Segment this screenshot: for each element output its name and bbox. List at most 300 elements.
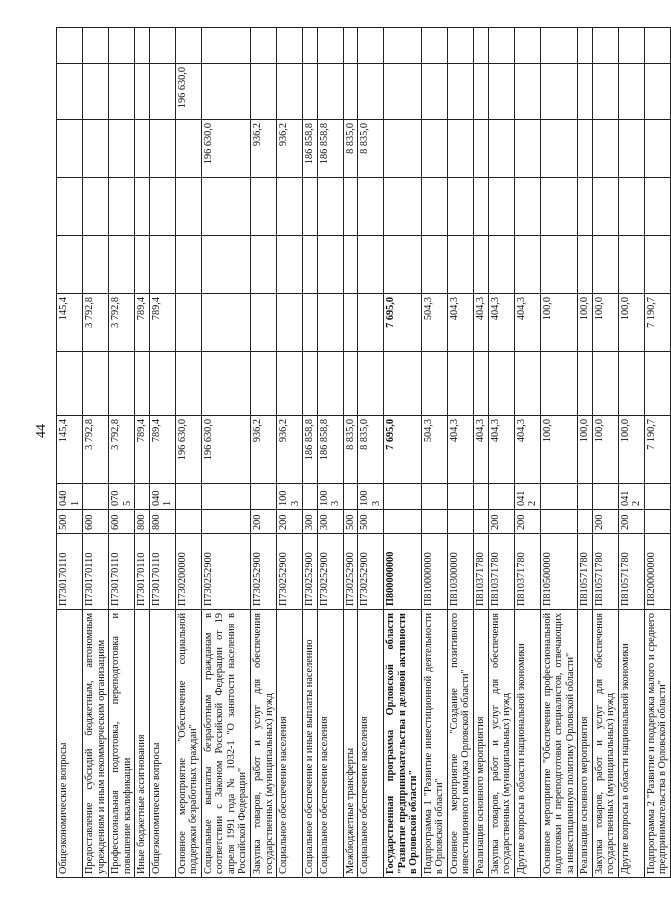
row-total-cell: 404,3 [488,416,514,484]
row-name-cell: Профессиональная подготовка, переподготовка и повышение квалификации [109,610,135,878]
budget-table-rotated [56,28,669,878]
row-vr-cell: 200 [250,510,276,534]
row-csr-cell: П810571780 [618,534,644,610]
row-value-8-cell [303,28,318,64]
row-value-8-cell [358,28,384,64]
row-value-8-cell [250,28,276,64]
row-value-8-cell [447,28,473,64]
row-value-8-cell [201,28,250,64]
row-vr-cell: 300 [303,510,318,534]
row-name-cell: Предоставление субсидий бюджетным, автономным учреждениям и иным некоммерческим организациям [83,610,109,878]
row-value-6-cell [421,120,447,178]
row-rz-cell [250,484,276,510]
row-value-2-cell [83,352,109,416]
row-vr-cell: 200 [618,510,644,534]
row-value-8-cell [474,28,489,64]
row-rz-cell [540,484,578,510]
row-value-3-cell: 789,4 [149,294,175,352]
row-total-cell: 3 792,8 [83,416,109,484]
row-value-7-cell [343,64,358,120]
table-row [358,28,384,878]
row-value-8-cell [592,28,618,64]
row-value-4-cell [135,236,150,294]
table-body [57,28,671,878]
row-value-5-cell [447,178,473,236]
table-row [109,28,135,878]
row-csr-cell: П810500000 [540,534,578,610]
row-rz-cell [447,484,473,510]
row-value-7-cell [149,64,175,120]
row-value-4-cell [250,236,276,294]
row-value-2-cell [474,352,489,416]
row-value-6-cell [175,120,201,178]
row-value-2-cell [488,352,514,416]
row-value-2-cell [303,352,318,416]
row-value-4-cell [201,236,250,294]
row-value-3-cell [250,294,276,352]
row-rz-cell [421,484,447,510]
row-value-2-cell [57,352,83,416]
row-value-6-cell [540,120,578,178]
row-name-cell: Общеэкономические вопросы [149,610,175,878]
row-rz-cell [303,484,318,510]
row-rz-cell: 0401 [57,484,83,510]
row-value-4-cell [343,236,358,294]
row-total-cell: 100,0 [618,416,644,484]
row-value-4-cell [540,236,578,294]
row-rz-cell: 0412 [618,484,644,510]
row-value-7-cell [317,64,343,120]
table-row [514,28,540,878]
row-vr-cell: 600 [83,510,109,534]
row-name-cell: Другие вопросы в области национальной экономики [618,610,644,878]
row-name-cell: Закупка товаров, работ и услуг для обеспечения государственных (муниципальных) нужд [488,610,514,878]
row-value-7-cell [592,64,618,120]
row-value-4-cell [592,236,618,294]
row-total-cell: 936,2 [277,416,303,484]
table-row [317,28,343,878]
row-value-3-cell: 100,0 [618,294,644,352]
row-value-3-cell: 100,0 [540,294,578,352]
row-vr-cell: 600 [109,510,135,534]
row-total-cell: 100,0 [592,416,618,484]
row-csr-cell: П730252900 [343,534,358,610]
row-value-8-cell [488,28,514,64]
row-value-7-cell [514,64,540,120]
row-total-cell: 8 835,0 [358,416,384,484]
row-value-2-cell [250,352,276,416]
row-total-cell: 504,3 [421,416,447,484]
row-name-cell: Подпрограмма 2 "Развитие и поддержка малого и среднего предпринимательства в Орловской области" [644,610,670,878]
row-csr-cell: П810571780 [592,534,618,610]
row-value-3-cell: 3 792,8 [83,294,109,352]
row-rz-cell [135,484,150,510]
row-vr-cell [474,510,489,534]
table-row [149,28,175,878]
row-total-cell: 100,0 [578,416,593,484]
row-value-6-cell [592,120,618,178]
row-name-cell: Закупка товаров, работ и услуг для обеспечения государственных (муниципальных) нужд [592,610,618,878]
row-value-5-cell [135,178,150,236]
row-value-6-cell: 186 858,8 [303,120,318,178]
row-value-7-cell [109,64,135,120]
row-rz-cell: 0401 [149,484,175,510]
row-value-5-cell [175,178,201,236]
row-value-8-cell [83,28,109,64]
row-csr-cell: П730170110 [149,534,175,610]
row-vr-cell [421,510,447,534]
row-value-2-cell [343,352,358,416]
row-csr-cell: П730170110 [135,534,150,610]
row-value-5-cell [474,178,489,236]
row-value-5-cell [592,178,618,236]
row-name-cell: Основное мероприятие "Обеспечение социальной поддержки безработных граждан" [175,610,201,878]
row-value-5-cell [57,178,83,236]
row-value-3-cell: 789,4 [135,294,150,352]
table-row [578,28,593,878]
row-value-6-cell [618,120,644,178]
row-name-cell: Другие вопросы в области национальной экономики [514,610,540,878]
row-rz-cell: 1003 [358,484,384,510]
table-row [57,28,83,878]
row-value-3-cell: 3 792,8 [109,294,135,352]
row-csr-cell: П810000000 [421,534,447,610]
row-rz-cell [644,484,670,510]
row-value-4-cell [578,236,593,294]
row-value-2-cell [358,352,384,416]
table-row [447,28,473,878]
table-row [384,28,422,878]
row-value-3-cell: 504,3 [421,294,447,352]
row-value-2-cell [201,352,250,416]
row-value-3-cell [303,294,318,352]
row-value-8-cell [618,28,644,64]
row-value-6-cell [578,120,593,178]
row-value-3-cell [317,294,343,352]
row-rz-cell [83,484,109,510]
row-vr-cell: 800 [135,510,150,534]
row-value-4-cell [644,236,670,294]
row-total-cell: 186 858,8 [303,416,318,484]
row-csr-cell: П730252900 [277,534,303,610]
row-value-7-cell [250,64,276,120]
row-total-cell: 3 792,8 [109,416,135,484]
row-value-4-cell [384,236,422,294]
row-vr-cell [175,510,201,534]
row-vr-cell: 200 [514,510,540,534]
row-value-2-cell [175,352,201,416]
row-value-3-cell: 7 695,0 [384,294,422,352]
row-value-6-cell [149,120,175,178]
row-value-5-cell [83,178,109,236]
table-row [250,28,276,878]
row-value-8-cell [57,28,83,64]
table-row [83,28,109,878]
table-row [474,28,489,878]
table-row [175,28,201,878]
row-value-4-cell [474,236,489,294]
row-total-cell: 936,2 [250,416,276,484]
row-value-3-cell: 145,4 [57,294,83,352]
row-csr-cell: П730170110 [57,534,83,610]
row-value-6-cell [109,120,135,178]
row-value-8-cell [277,28,303,64]
row-value-3-cell: 100,0 [592,294,618,352]
row-value-6-cell [57,120,83,178]
row-total-cell: 100,0 [540,416,578,484]
table-row [135,28,150,878]
row-vr-cell: 200 [488,510,514,534]
row-value-2-cell [277,352,303,416]
row-value-7-cell [644,64,670,120]
row-name-cell: Основное мероприятие "Обеспечение профессиональной подготовки и переподготовки специалистов, отвечающих за инвестиционную политику Орловской области" [540,610,578,878]
row-value-2-cell [644,352,670,416]
row-value-7-cell: 196 630,0 [175,64,201,120]
row-value-5-cell [578,178,593,236]
row-value-4-cell [303,236,318,294]
row-total-cell: 8 835,0 [343,416,358,484]
row-total-cell: 196 630,0 [175,416,201,484]
row-value-7-cell [303,64,318,120]
row-rz-cell [474,484,489,510]
table-row [592,28,618,878]
row-value-6-cell [474,120,489,178]
row-value-7-cell [488,64,514,120]
row-vr-cell: 200 [592,510,618,534]
row-name-cell: Основное мероприятие "Создание позитивного инвестиционного имиджа Орловской области" [447,610,473,878]
row-csr-cell: П730170110 [83,534,109,610]
row-csr-cell: П730252900 [317,534,343,610]
row-total-cell: 7 190,7 [644,416,670,484]
row-value-2-cell [317,352,343,416]
row-vr-cell [384,510,422,534]
row-value-4-cell [358,236,384,294]
row-value-3-cell: 404,3 [447,294,473,352]
row-value-5-cell [514,178,540,236]
row-value-8-cell [578,28,593,64]
row-value-2-cell [592,352,618,416]
row-value-6-cell [514,120,540,178]
row-value-4-cell [488,236,514,294]
row-value-2-cell [421,352,447,416]
row-name-cell: Социальное обеспечение населения [317,610,343,878]
row-value-3-cell [175,294,201,352]
row-vr-cell [201,510,250,534]
table-row [618,28,644,878]
row-value-4-cell [514,236,540,294]
row-csr-cell: П810300000 [447,534,473,610]
row-value-5-cell [384,178,422,236]
row-value-4-cell [83,236,109,294]
table-row [421,28,447,878]
row-value-8-cell [149,28,175,64]
row-value-5-cell [250,178,276,236]
row-value-6-cell: 196 630,0 [201,120,250,178]
row-csr-cell: П810371780 [474,534,489,610]
row-total-cell: 789,4 [135,416,150,484]
row-value-6-cell [135,120,150,178]
row-name-cell: Социальное обеспечение населения [277,610,303,878]
row-value-5-cell [109,178,135,236]
row-total-cell: 789,4 [149,416,175,484]
row-csr-cell: П730252900 [358,534,384,610]
row-value-8-cell [135,28,150,64]
table-row [540,28,578,878]
row-csr-cell: П730200000 [175,534,201,610]
row-value-5-cell [618,178,644,236]
row-value-7-cell [201,64,250,120]
row-value-6-cell [447,120,473,178]
row-vr-cell: 300 [317,510,343,534]
row-total-cell: 404,3 [447,416,473,484]
row-value-2-cell [149,352,175,416]
row-value-6-cell: 8 835,0 [358,120,384,178]
row-value-6-cell: 936,2 [277,120,303,178]
row-total-cell: 404,3 [474,416,489,484]
row-value-3-cell [201,294,250,352]
row-value-3-cell: 404,3 [514,294,540,352]
row-value-5-cell [540,178,578,236]
row-value-4-cell [618,236,644,294]
row-value-2-cell [384,352,422,416]
row-vr-cell: 500 [57,510,83,534]
row-csr-cell: П820000000 [644,534,670,610]
row-total-cell: 186 858,8 [317,416,343,484]
row-value-7-cell [384,64,422,120]
row-value-7-cell [57,64,83,120]
row-total-cell: 404,3 [514,416,540,484]
row-value-7-cell [540,64,578,120]
row-name-cell: Государственная программа Орловской области "Развитие предпринимательства и деловой активности в Орловской области" [384,610,422,878]
row-value-5-cell [201,178,250,236]
row-value-2-cell [447,352,473,416]
row-vr-cell: 800 [149,510,175,534]
row-value-5-cell [317,178,343,236]
row-value-5-cell [149,178,175,236]
row-name-cell: Иные бюджетные ассигнования [135,610,150,878]
row-name-cell: Социальные выплаты безработным гражданам в соответствии с Законом Российской Федерации от 19 апреля 1991 года № 1032-1 "О занятости населения в Российской Федерации" [201,610,250,878]
row-rz-cell [343,484,358,510]
row-value-2-cell [618,352,644,416]
table-row [303,28,318,878]
row-rz-cell [578,484,593,510]
row-value-7-cell [447,64,473,120]
page-number: 44 [34,424,49,438]
row-value-3-cell [343,294,358,352]
row-rz-cell [384,484,422,510]
row-value-5-cell [358,178,384,236]
row-value-7-cell [578,64,593,120]
row-csr-cell: П730170110 [109,534,135,610]
row-value-4-cell [421,236,447,294]
row-value-7-cell [135,64,150,120]
row-value-8-cell [384,28,422,64]
row-csr-cell: П810371780 [514,534,540,610]
row-value-7-cell [358,64,384,120]
row-value-5-cell [277,178,303,236]
row-value-6-cell [83,120,109,178]
row-value-6-cell [384,120,422,178]
row-value-3-cell: 404,3 [474,294,489,352]
row-vr-cell: 500 [358,510,384,534]
row-value-6-cell: 936,2 [250,120,276,178]
row-value-8-cell [317,28,343,64]
row-value-7-cell [277,64,303,120]
table-row [644,28,670,878]
row-value-3-cell [358,294,384,352]
row-value-2-cell [540,352,578,416]
row-value-3-cell: 100,0 [578,294,593,352]
table-row [343,28,358,878]
row-value-6-cell: 186 858,8 [317,120,343,178]
row-value-5-cell [303,178,318,236]
budget-table [56,27,671,878]
table-row [201,28,250,878]
row-rz-cell: 0705 [109,484,135,510]
row-total-cell: 196 630,0 [201,416,250,484]
row-value-8-cell [109,28,135,64]
row-value-4-cell [277,236,303,294]
row-name-cell: Подпрограмма 1 "Развитие инвестиционной деятельности в Орловской области" [421,610,447,878]
row-value-8-cell [343,28,358,64]
row-vr-cell [644,510,670,534]
row-value-3-cell [277,294,303,352]
row-value-4-cell [447,236,473,294]
row-value-4-cell [149,236,175,294]
row-value-7-cell [421,64,447,120]
row-value-7-cell [83,64,109,120]
row-value-7-cell [618,64,644,120]
row-vr-cell: 200 [277,510,303,534]
row-vr-cell [447,510,473,534]
row-csr-cell: П730252900 [250,534,276,610]
row-value-2-cell [135,352,150,416]
row-value-8-cell [514,28,540,64]
row-name-cell: Реализация основного мероприятия [474,610,489,878]
table-row [277,28,303,878]
row-value-5-cell [488,178,514,236]
row-value-2-cell [514,352,540,416]
row-rz-cell [175,484,201,510]
row-value-2-cell [109,352,135,416]
row-csr-cell: П730252900 [303,534,318,610]
row-rz-cell [592,484,618,510]
row-rz-cell [201,484,250,510]
row-vr-cell: 500 [343,510,358,534]
row-value-3-cell: 404,3 [488,294,514,352]
row-value-6-cell [488,120,514,178]
row-value-5-cell [421,178,447,236]
row-name-cell: Закупка товаров, работ и услуг для обеспечения государственных (муниципальных) нужд [250,610,276,878]
row-csr-cell: П800000000 [384,534,422,610]
row-value-8-cell [421,28,447,64]
row-value-5-cell [644,178,670,236]
row-csr-cell: П730252900 [201,534,250,610]
row-value-4-cell [57,236,83,294]
row-name-cell: Социальное обеспечение населения [358,610,384,878]
row-name-cell: Реализация основного мероприятия [578,610,593,878]
row-csr-cell: П810571780 [578,534,593,610]
row-value-4-cell [317,236,343,294]
row-name-cell: Социальное обеспечение и иные выплаты населению [303,610,318,878]
row-value-6-cell [644,120,670,178]
row-value-8-cell [175,28,201,64]
row-value-5-cell [343,178,358,236]
row-rz-cell: 0412 [514,484,540,510]
row-value-4-cell [109,236,135,294]
row-total-cell: 7 695,0 [384,416,422,484]
row-rz-cell [488,484,514,510]
